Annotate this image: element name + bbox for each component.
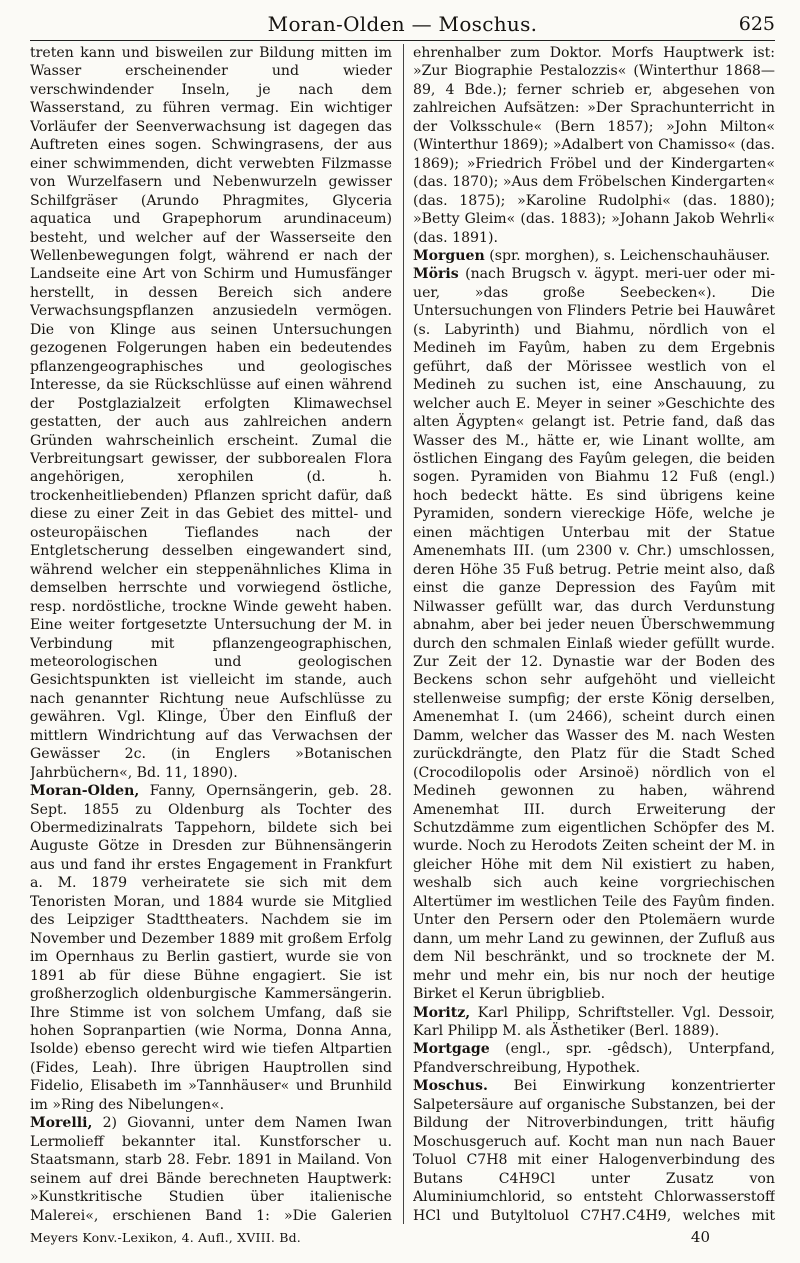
printer-signature: Meyers Konv.-Lexikon, 4. Aufl., XVIII. Bd. <box>30 1230 301 1245</box>
column-divider <box>403 44 404 1224</box>
paragraph-moore-continued: treten kann und bisweilen zur Bildung mitten im Wasser erscheinender und wieder verschwindender Inseln, je nach dem Wasserstand, zu führen vermag. Ein wichtiger Vorläufer der Seenverwachsung ist dagegen das Auftreten eines sogen. Schwingrasens, der aus einer schwimmenden, dicht verwebten Filzmasse von Wurzelfasern und Nebenwurzeln gewisser Schilfgräser (Arundo Phragmites, Glyceria aquatica und Grapephorum arundinaceum) besteht, und welcher auf der Wasserseite den Wellenbewegungen folgt, während er nach der Landseite eine Art von Schirm und Humusfänger herstellt, in dessen Bereich sich andere Verwachsungspflanzen anzusiedeln vermögen. Die von Klinge aus seinen Untersuchungen gezogenen Folgerungen haben ein bedeutendes pflanzengeographisches und geologisches Interesse, da sie Rückschlüsse auf einen während der Postglazialzeit erfolgten Klimawechsel gestatten, der auch aus zahlreichen andern Gründen wahrscheinlich erscheint. Zumal die Verbreitungsart gewisser, der subborealen Flora angehörigen, xerophilen (d. h. trockenheitliebenden) Pflanzen spricht dafür, daß diese zu einer Zeit in das Gebiet des mittel- und osteuropäischen Tieflandes nach der Entgletscherung desselben eingewandert sind, während welcher ein steppenähnliches Klima in demselben herrschte und vorwiegend östliche, resp. nordöstliche, trockne Winde geweht haben. Eine weiter fortgesetzte Untersuchung der M. in Verbindung mit pflanzengeographischen, meteorologischen und geologischen Gesichtspunkten ist vielleicht im stande, auch nach genannter Richtung neue Aufschlüsse zu gewähren. Vgl. Klinge, Über den Einfluß der mittlern Windrichtung auf das Verwachsen der Gewässer 2c. (in Englers »Botanischen Jahrbüchern«, Bd. 11, 1890). <box>30 45 392 781</box>
lemma: Moritz, <box>413 1004 471 1021</box>
lemma: Morguen <box>413 247 485 264</box>
entry-morguen: Morguen (spr. morghen), s. Leichenschauhäuser. <box>413 247 770 264</box>
lemma: Moran-Olden, <box>30 783 140 800</box>
entry-morf-continued: ehrenhalber zum Doktor. Morfs Hauptwerk ist: »Zur Biographie Pestalozzis« (Winterthur 1868—89, 4 Bde.); ferner schrieb er, abgesehen von zahlreichen Aufsätzen: »Der Sprachunterricht in der Volksschule« (Bern 1857); »John Milton« (Winterthur 1869); »Adalbert von Chamisso« (das. 1869); »Friedrich Fröbel und der Kindergarten« (das. 1870); »Aus dem Fröbelschen Kindergarten« (das. 1875); »Karoline Rudolphi« (das. 1880); »Betty Gleim« (das. 1883); »Johann Jakob Wehrli« (das. 1891). <box>413 45 775 246</box>
entry-mortgage: Mortgage (engl., spr. -gêdsch), Unterpfand, Pfandverschreibung, Hypothek. <box>413 1041 775 1076</box>
entry-moeris: Möris (nach Brugsch v. ägypt. meri-uer oder mi-uer, »das große Seebecken«). Die Untersuchungen von Flinders Petrie bei Hauwâret (s. Labyrinth) und Biahmu, nördlich von el Medineh im Fayûm, haben zu dem Ergebnis geführt, daß der Mörissee westlich von el Medineh zu suchen ist, eine Anschauung, zu welcher auch E. Meyer in seiner »Geschichte des alten Ägypten« gelangt ist. Petrie fand, daß das Wasser des M., hätte er, wie Linant wollte, am östlichen Eingang des Fayûm gelegen, die beiden sogen. Pyramiden von Biahmu 12 Fuß (engl.) hoch bedeckt hätte. Es sind übrigens keine Pyramiden, sondern viereckige Höfe, welche je einen mächtigen Unterbau mit der Statue Amenemhats III. (um 2300 v. Chr.) umschlossen, deren Höhe 35 Fuß betrug. Petrie meint also, daß einst die ganze Depression des Fayûm mit Nilwasser gefüllt war, das durch Verdunstung abnahm, aber bei jeder neuen Überschwemmung durch den schmalen Einlaß wieder gefüllt wurde. Zur Zeit der 12. Dynastie war der Boden des Beckens schon sehr aufgehöht und vielleicht stellenweise sumpfig; der erste König derselben, Amenemhat I. (um 2466), scheint durch einen Damm, welcher das Wasser des M. nach Westen zurückdrängte, den Platz für die Stadt Sched (Crocodilopolis oder Arsinoë) nördlich von el Medineh gewonnen zu haben, während Amenemhat III. durch Erweiterung der Schutzdämme zum eigentlichen Schöpfer des M. wurde. Noch zu Herodots Zeiten scheint der M. in gleicher Höhe mit dem Nil existiert zu haben, weshalb sich auch keine vorgriechischen Altertümer im westlichen Teile des Fayûm finden. Unter den Persern oder den Ptolemäern wurde dann, um mehr Land zu gewinnen, der Zufluß aus dem Nil beschränkt, und so trocknete der M. mehr und mehr ein, bis nur noch der heutige Birket el Kerun übrigblieb. <box>413 266 775 1003</box>
right-column <box>413 44 775 1224</box>
entry-morelli: Morelli, 2) Giovanni, unter dem Namen Iwan Lermolieff bekannter ital. Kunstforscher u. Staatsmann, starb 28. Febr. 1891 in Mailand. Von seinem auf drei Bände berechneten Hauptwerk: »Kunstkritische Studien über italienische Malerei«, erschienen Band 1: »Die Galerien <box>30 1115 392 1224</box>
entry-moran-olden: Moran-Olden, Fanny, Opernsängerin, geb. 28. Sept. 1855 zu Oldenburg als Tochter des Obermedizinalrats Tappehorn, bildete sich bei Auguste Götze in Dresden zur Bühnensängerin aus und fand ihr erstes Engagement in Frankfurt a. M. 1879 verheiratete sie sich mit dem Tenoristen Moran, und 1884 wurde sie Mitglied des Leipziger Stadttheaters. Nachdem sie im November und Dezember 1889 mit großem Erfolg im Opernhaus zu Berlin gastiert, wurde sie von 1891 ab für diese Bühne engagiert. Sie ist großherzoglich oldenburgische Kammersängerin. Ihre Stimme ist von solchem Umfang, daß sie hohen Sopranpartien (wie Norma, Donna Anna, Isolde) ebenso gerecht wird wie tiefen Altpartien (Fides, Leah). Ihre übrigen Hauptrollen sind Fidelio, Elisabeth im »Tannhäuser« und Brunhild im »Ring des Nibelungen«. <box>30 783 392 1113</box>
page-header <box>30 10 775 41</box>
lemma: Morelli, <box>30 1115 93 1132</box>
running-head: Moran-Olden — Moschus. <box>267 12 538 36</box>
lemma: Mortgage <box>413 1041 490 1058</box>
entry-moritz: Moritz, Karl Philipp, Schriftsteller. Vgl. Dessoir, Karl Philipp M. als Ästhetiker (Berl. 1889). <box>413 1004 775 1040</box>
lemma: Moschus. <box>413 1078 488 1095</box>
entry-moschus: Moschus. Bei Einwirkung konzentrierter Salpetersäure auf organische Substanzen, bei der Bildung der Nitroverbindungen, tritt häufig Moschusgeruch auf. Kocht man nun nach Bauer Toluol C7H8 mit einer Halogenverbindung des Butans C4H9Cl unter Zusatz von Aluminiumchlorid, so entsteht Chlorwasserstoff HCl und Butyltoluol C7H7.C4H9, welches mit <box>413 1078 775 1224</box>
sheet-number: 40 <box>690 1228 710 1246</box>
lemma: Möris <box>413 266 459 283</box>
page-number: 625 <box>738 13 775 35</box>
left-column <box>30 44 392 1224</box>
